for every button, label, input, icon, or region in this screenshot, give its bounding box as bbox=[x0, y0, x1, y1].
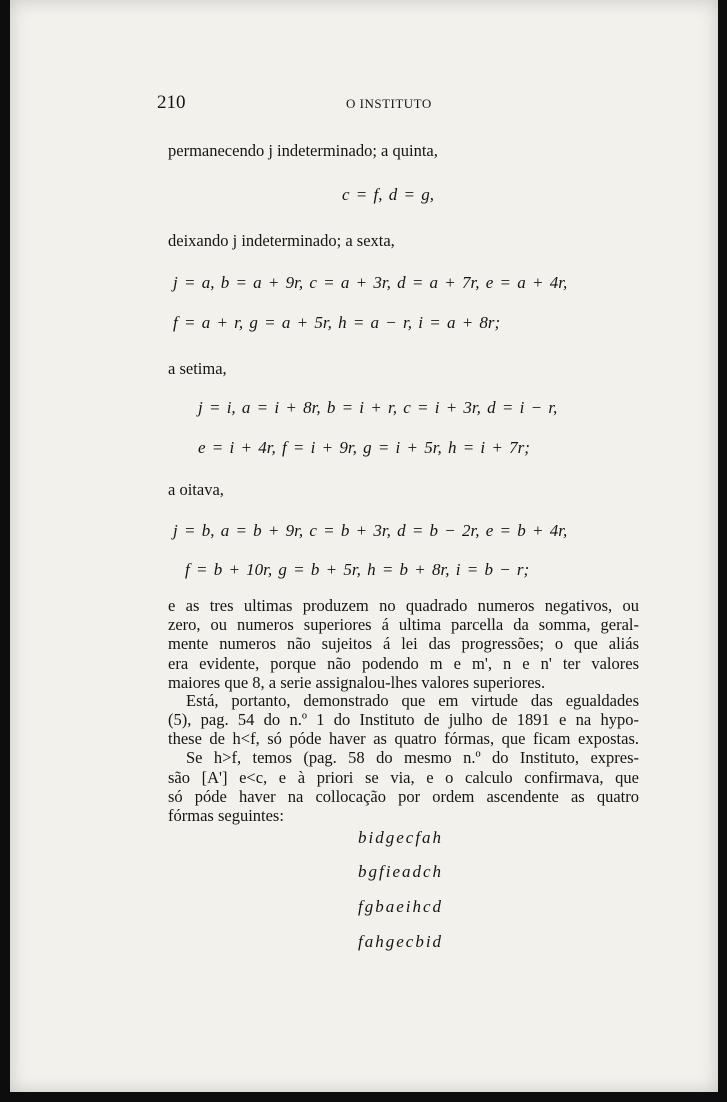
paragraph-line: mente numeros não sujeitos á lei das progressões; o que aliás bbox=[168, 634, 639, 653]
paragraph-line: e as tres ultimas produzem no quadrado numeros negativos, ou bbox=[168, 596, 639, 615]
running-title: O INSTITUTO bbox=[346, 96, 432, 111]
page-number: 210 bbox=[157, 92, 186, 113]
text-line: deixando j indeterminado; a sexta, bbox=[168, 231, 395, 250]
book-page bbox=[10, 0, 718, 1092]
equation-setima-2: e = i + 4r, f = i + 9r, g = i + 5r, h = i + 7r; bbox=[198, 438, 530, 457]
label-setima: a setima, bbox=[168, 359, 227, 378]
paragraph-line: são [A'] e<c, e à priori se via, e o calculo confirmava, que bbox=[168, 768, 639, 787]
paragraph-line: zero, ou numeros superiores á ultima parcella da somma, geral- bbox=[168, 615, 639, 634]
permutation-4: fahgecbid bbox=[358, 932, 444, 951]
paragraph-line: maiores que 8, a serie assignalou-lhes valores superiores. bbox=[168, 673, 546, 692]
paragraph-line: Se h>f, temos (pag. 58 do mesmo n.º do Instituto, expres- bbox=[186, 748, 639, 767]
permutation-2: bgfieadch bbox=[358, 862, 444, 881]
equation-setima-1: j = i, a = i + 8r, b = i + r, c = i + 3r, d = i − r, bbox=[198, 398, 558, 417]
text-line: permanecendo j indeterminado; a quinta, bbox=[168, 141, 438, 160]
paragraph-line: (5), pag. 54 do n.º 1 do Instituto de julho de 1891 e na hypo- bbox=[168, 710, 639, 729]
equation-sexta-2: f = a + r, g = a + 5r, h = a − r, i = a + 8r; bbox=[173, 313, 501, 332]
equation-sexta-1: j = a, b = a + 9r, c = a + 3r, d = a + 7r, e = a + 4r, bbox=[173, 273, 568, 292]
paragraph-line: fórmas seguintes: bbox=[168, 806, 284, 825]
permutation-1: bidgecfah bbox=[358, 828, 444, 847]
paragraph-line: these de h<f, só póde haver as quatro fórmas, que ficam expostas. bbox=[168, 729, 639, 748]
equation-oitava-1: j = b, a = b + 9r, c = b + 3r, d = b − 2r, e = b + 4r, bbox=[173, 521, 568, 540]
paragraph-line: era evidente, porque não podendo m e m', n e n' ter valores bbox=[168, 654, 639, 673]
label-oitava: a oitava, bbox=[168, 480, 224, 499]
paragraph-line: só póde haver na collocação por ordem ascendente as quatro bbox=[168, 787, 639, 806]
equation-quinta: c = f, d = g, bbox=[342, 185, 434, 204]
equation-oitava-2: f = b + 10r, g = b + 5r, h = b + 8r, i = b − r; bbox=[185, 560, 530, 579]
permutation-3: fgbaeihcd bbox=[358, 897, 444, 916]
paragraph-line: Está, portanto, demonstrado que em virtude das egualdades bbox=[186, 691, 639, 710]
